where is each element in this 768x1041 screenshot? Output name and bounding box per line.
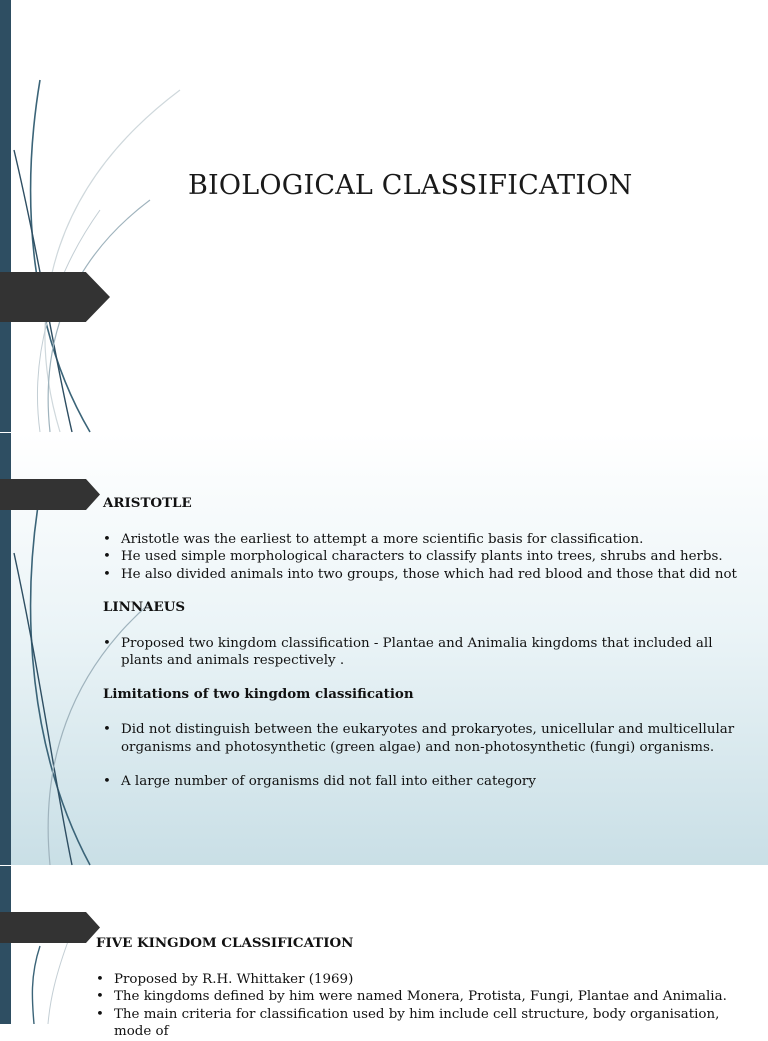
arrow-tab: [0, 912, 100, 943]
decorative-swoosh-lines: [0, 0, 200, 432]
section-heading-aristotle: ARISTOTLE: [103, 495, 192, 511]
slide-two-kingdom: [0, 433, 768, 865]
bullet-list-aristotle: [103, 531, 748, 584]
slide-body: [96, 935, 756, 1041]
section-heading-five-kingdom: FIVE KINGDOM CLASSIFICATION: [96, 935, 354, 951]
left-accent-bar: [0, 0, 11, 432]
list-item: • Proposed two kingdom classification - Plantae and Animalia kingdoms that included all plants and animals respectively .: [103, 635, 748, 670]
list-item: • The main criteria for classification used by him include cell structure, body organisation, mode of: [96, 1006, 756, 1041]
arrow-tab: [0, 479, 100, 510]
list-item: • A large number of organisms did not fall into either category: [103, 773, 748, 791]
bullet-list-limitations: [103, 721, 748, 791]
section-heading-limitations: Limitations of two kingdom classification: [103, 685, 414, 702]
list-item: • He used simple morphological characters to classify plants into trees, shrubs and herbs.: [103, 548, 748, 566]
list-item: • Did not distinguish between the eukaryotes and prokaryotes, unicellular and multicellular organisms and photosynthetic (green algae) and non-photosynthetic (fungi) organisms.: [103, 721, 748, 756]
bullet-list-linnaeus: [103, 635, 748, 670]
slide-title-text: BIOLOGICAL CLASSIFICATION: [188, 170, 633, 201]
section-heading-linnaeus: LINNAEUS: [103, 599, 186, 615]
list-item: • The kingdoms defined by him were named Monera, Protista, Fungi, Plantae and Animalia.: [96, 988, 756, 1006]
list-item: • Aristotle was the earliest to attempt a more scientific basis for classification.: [103, 531, 748, 549]
list-item: • Proposed by R.H. Whittaker (1969): [96, 971, 756, 989]
slide-five-kingdom: [0, 866, 768, 1039]
bullet-list-five-kingdom: [96, 971, 756, 1041]
slide-body: [103, 495, 748, 791]
slide-title: [0, 0, 768, 432]
left-accent-bar: [0, 866, 11, 1024]
arrow-tab: [0, 272, 110, 322]
list-item: • He also divided animals into two groups, those which had red blood and those that did not: [103, 566, 748, 584]
